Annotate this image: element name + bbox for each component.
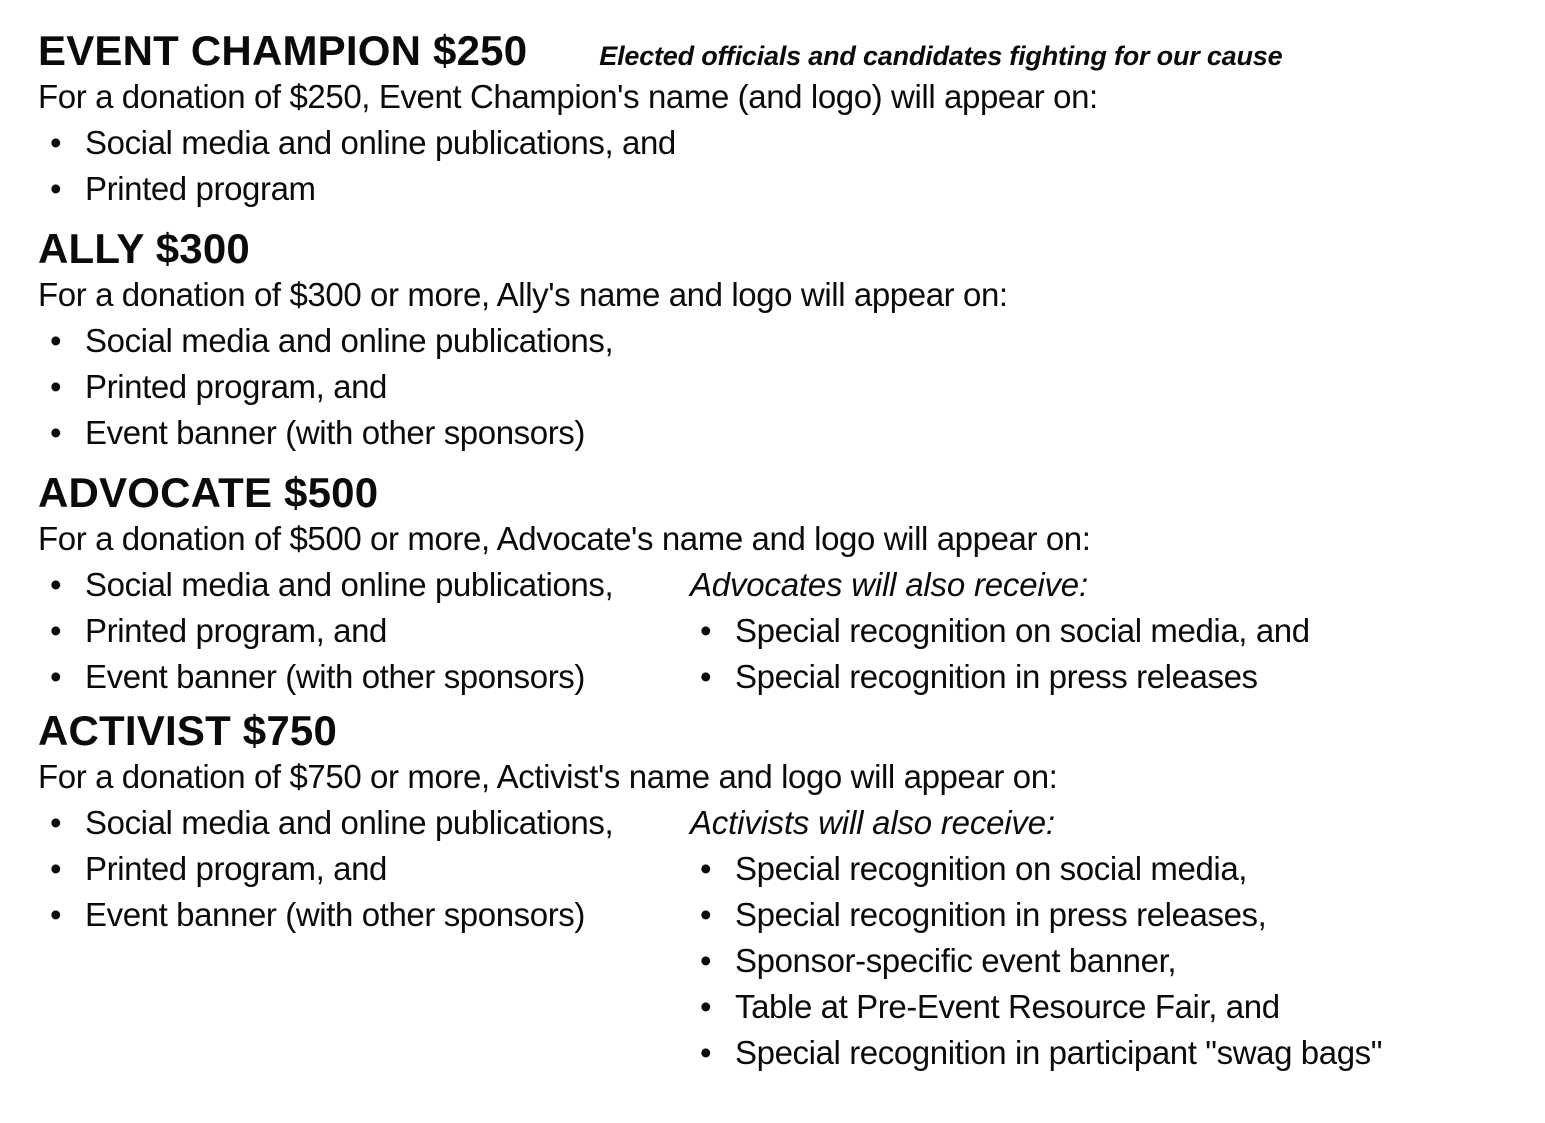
list-item-text: Special recognition in participant "swag bags" bbox=[735, 1034, 1383, 1071]
bullet-icon: • bbox=[50, 170, 62, 207]
list-item bbox=[38, 892, 690, 938]
list-item bbox=[38, 166, 1515, 212]
list-item bbox=[690, 654, 1515, 700]
also-receive-label: Advocates will also receive: bbox=[690, 566, 1088, 603]
list-item bbox=[690, 938, 1515, 984]
bullet-icon: • bbox=[50, 566, 62, 603]
list-item bbox=[690, 892, 1515, 938]
bullet-icon: • bbox=[50, 414, 62, 451]
list-item bbox=[690, 984, 1515, 1030]
bullet-icon: • bbox=[700, 988, 712, 1025]
section-heading-activist: ACTIVIST $750 bbox=[38, 707, 338, 754]
list-item-text: Printed program bbox=[85, 170, 316, 207]
benefits-row bbox=[38, 892, 1515, 938]
list-item bbox=[38, 800, 690, 846]
list-item-text: Social media and online publications, bbox=[85, 322, 614, 359]
benefits-row bbox=[38, 846, 1515, 892]
bullet-icon: • bbox=[50, 124, 62, 161]
section-intro: For a donation of $250, Event Champion's name (and logo) will appear on: bbox=[38, 78, 1098, 115]
section-activist bbox=[38, 708, 1515, 1076]
list-item-text: Sponsor-specific event banner, bbox=[735, 942, 1177, 979]
list-item-text: Printed program, and bbox=[85, 612, 388, 649]
benefits-row bbox=[38, 562, 1515, 608]
bullet-icon: • bbox=[700, 612, 712, 649]
section-advocate bbox=[38, 470, 1515, 700]
empty-cell bbox=[38, 984, 690, 1030]
list-item-text: Social media and online publications, and bbox=[85, 124, 676, 161]
section-ally bbox=[38, 226, 1515, 456]
section-heading-advocate: ADVOCATE $500 bbox=[38, 469, 379, 516]
two-column-benefits bbox=[38, 800, 1515, 1076]
list-item bbox=[38, 562, 690, 608]
benefits-row bbox=[38, 654, 1515, 700]
list-item-text: Social media and online publications, bbox=[85, 804, 614, 841]
list-item bbox=[690, 846, 1515, 892]
bullet-icon: • bbox=[50, 612, 62, 649]
benefits-row bbox=[38, 800, 1515, 846]
list-item-text: Printed program, and bbox=[85, 368, 388, 405]
section-heading-event-champion: EVENT CHAMPION $250 bbox=[38, 27, 528, 74]
list-item bbox=[690, 1030, 1515, 1076]
section-tagline: Elected officials and candidates fighting for our cause bbox=[599, 41, 1283, 71]
bullet-icon: • bbox=[700, 942, 712, 979]
benefits-row bbox=[38, 608, 1515, 654]
benefits-row bbox=[38, 938, 1515, 984]
bullet-icon: • bbox=[50, 658, 62, 695]
bullet-icon: • bbox=[50, 804, 62, 841]
list-item-text: Special recognition in press releases bbox=[735, 658, 1258, 695]
list-item-text: Social media and online publications, bbox=[85, 566, 614, 603]
list-item-text: Printed program, and bbox=[85, 850, 388, 887]
section-heading-ally: ALLY $300 bbox=[38, 225, 250, 272]
list-item-text: Table at Pre-Event Resource Fair, and bbox=[735, 988, 1280, 1025]
list-item-text: Special recognition in press releases, bbox=[735, 896, 1267, 933]
bullet-icon: • bbox=[50, 896, 62, 933]
section-event-champion bbox=[38, 28, 1515, 212]
list-item-text: Special recognition on social media, and bbox=[735, 612, 1310, 649]
also-receive-label: Activists will also receive: bbox=[690, 804, 1055, 841]
list-item bbox=[38, 318, 1515, 364]
list-item-text: Event banner (with other sponsors) bbox=[85, 896, 585, 933]
list-item bbox=[38, 364, 1515, 410]
list-item bbox=[38, 846, 690, 892]
empty-cell bbox=[38, 1030, 690, 1076]
section-header-row bbox=[38, 28, 1515, 74]
bullet-icon: • bbox=[700, 1034, 712, 1071]
list-item bbox=[38, 120, 1515, 166]
list-item bbox=[38, 654, 690, 700]
list-item-text: Event banner (with other sponsors) bbox=[85, 414, 585, 451]
bullet-icon: • bbox=[700, 896, 712, 933]
bullet-icon: • bbox=[50, 368, 62, 405]
bullet-icon: • bbox=[700, 658, 712, 695]
list-item bbox=[38, 608, 690, 654]
section-intro: For a donation of $500 or more, Advocate's name and logo will appear on: bbox=[38, 520, 1091, 557]
section-intro: For a donation of $300 or more, Ally's name and logo will appear on: bbox=[38, 276, 1008, 313]
list-item bbox=[38, 410, 1515, 456]
section-intro: For a donation of $750 or more, Activist's name and logo will appear on: bbox=[38, 758, 1058, 795]
empty-cell bbox=[38, 938, 690, 984]
bullet-icon: • bbox=[50, 850, 62, 887]
list-item bbox=[690, 608, 1515, 654]
bullet-icon: • bbox=[50, 322, 62, 359]
list-item-text: Special recognition on social media, bbox=[735, 850, 1248, 887]
benefits-row bbox=[38, 1030, 1515, 1076]
list-item-text: Event banner (with other sponsors) bbox=[85, 658, 585, 695]
benefits-row bbox=[38, 984, 1515, 1030]
two-column-benefits bbox=[38, 562, 1515, 700]
bullet-icon: • bbox=[700, 850, 712, 887]
